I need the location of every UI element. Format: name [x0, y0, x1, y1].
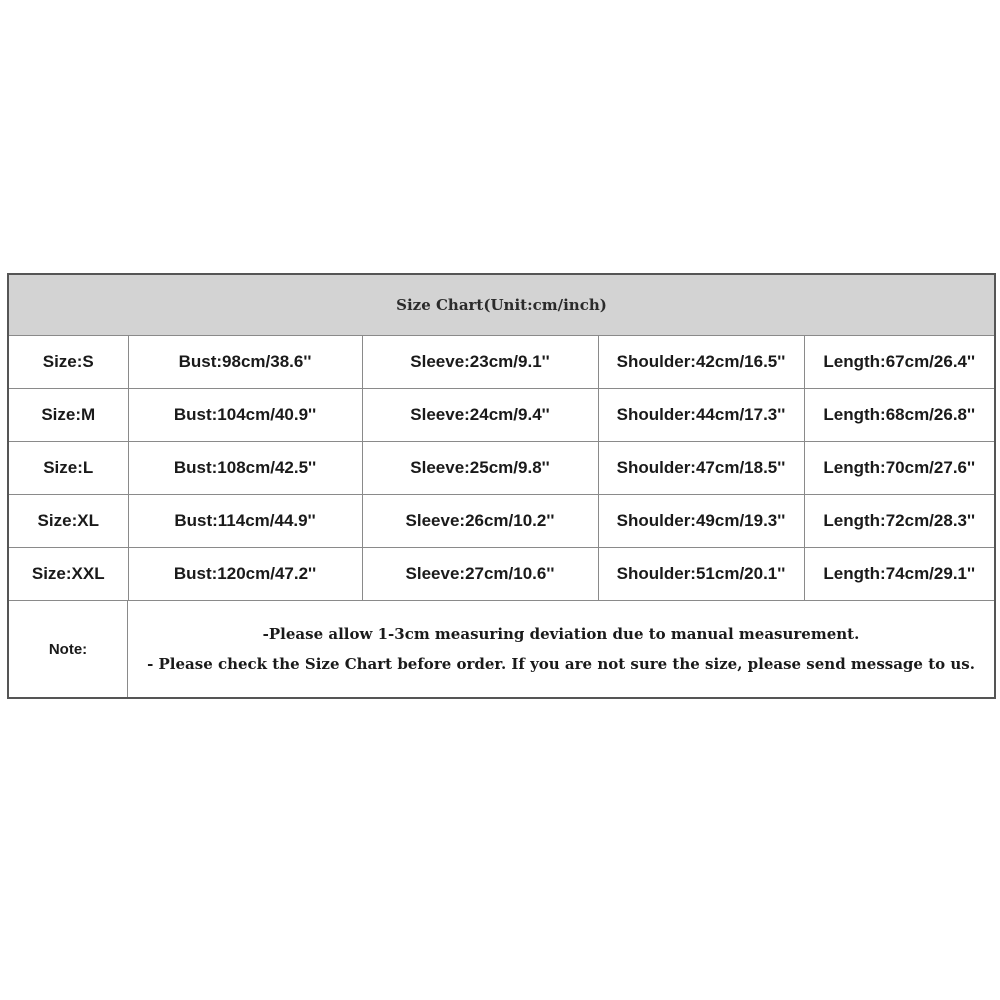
- table-row: [9, 495, 994, 548]
- size-cell: Size:M: [9, 389, 128, 442]
- table-row: [9, 548, 994, 601]
- length-cell: Length:74cm/29.1'': [804, 548, 994, 601]
- length-cell: Length:68cm/26.8'': [804, 389, 994, 442]
- table-row: [9, 442, 994, 495]
- length-cell: Length:67cm/26.4'': [804, 336, 994, 389]
- length-cell: Length:70cm/27.6'': [804, 442, 994, 495]
- shoulder-cell: Shoulder:49cm/19.3'': [598, 495, 804, 548]
- size-cell: Size:XL: [9, 495, 128, 548]
- bust-cell: Bust:98cm/38.6'': [128, 336, 362, 389]
- table-row: [9, 336, 994, 389]
- size-chart: [7, 273, 996, 699]
- shoulder-cell: Shoulder:51cm/20.1'': [598, 548, 804, 601]
- shoulder-cell: Shoulder:47cm/18.5'': [598, 442, 804, 495]
- bust-cell: Bust:114cm/44.9'': [128, 495, 362, 548]
- note-row: [9, 601, 994, 697]
- bust-cell: Bust:104cm/40.9'': [128, 389, 362, 442]
- note-line: - Please check the Size Chart before order. If you are not sure the size, please send message to us.: [147, 655, 975, 673]
- size-cell: Size:L: [9, 442, 128, 495]
- size-chart-title: Size Chart(Unit:cm/inch): [9, 275, 994, 336]
- length-cell: Length:72cm/28.3'': [804, 495, 994, 548]
- size-cell: Size:S: [9, 336, 128, 389]
- bust-cell: Bust:120cm/47.2'': [128, 548, 362, 601]
- sleeve-cell: Sleeve:27cm/10.6'': [362, 548, 598, 601]
- table-row: [9, 389, 994, 442]
- bust-cell: Bust:108cm/42.5'': [128, 442, 362, 495]
- size-table: [9, 336, 994, 601]
- sleeve-cell: Sleeve:24cm/9.4'': [362, 389, 598, 442]
- note-label: Note:: [9, 601, 128, 697]
- sleeve-cell: Sleeve:26cm/10.2'': [362, 495, 598, 548]
- size-cell: Size:XXL: [9, 548, 128, 601]
- shoulder-cell: Shoulder:42cm/16.5'': [598, 336, 804, 389]
- sleeve-cell: Sleeve:25cm/9.8'': [362, 442, 598, 495]
- sleeve-cell: Sleeve:23cm/9.1'': [362, 336, 598, 389]
- note-line: -Please allow 1-3cm measuring deviation due to manual measurement.: [262, 625, 860, 643]
- note-body: [128, 601, 994, 697]
- shoulder-cell: Shoulder:44cm/17.3'': [598, 389, 804, 442]
